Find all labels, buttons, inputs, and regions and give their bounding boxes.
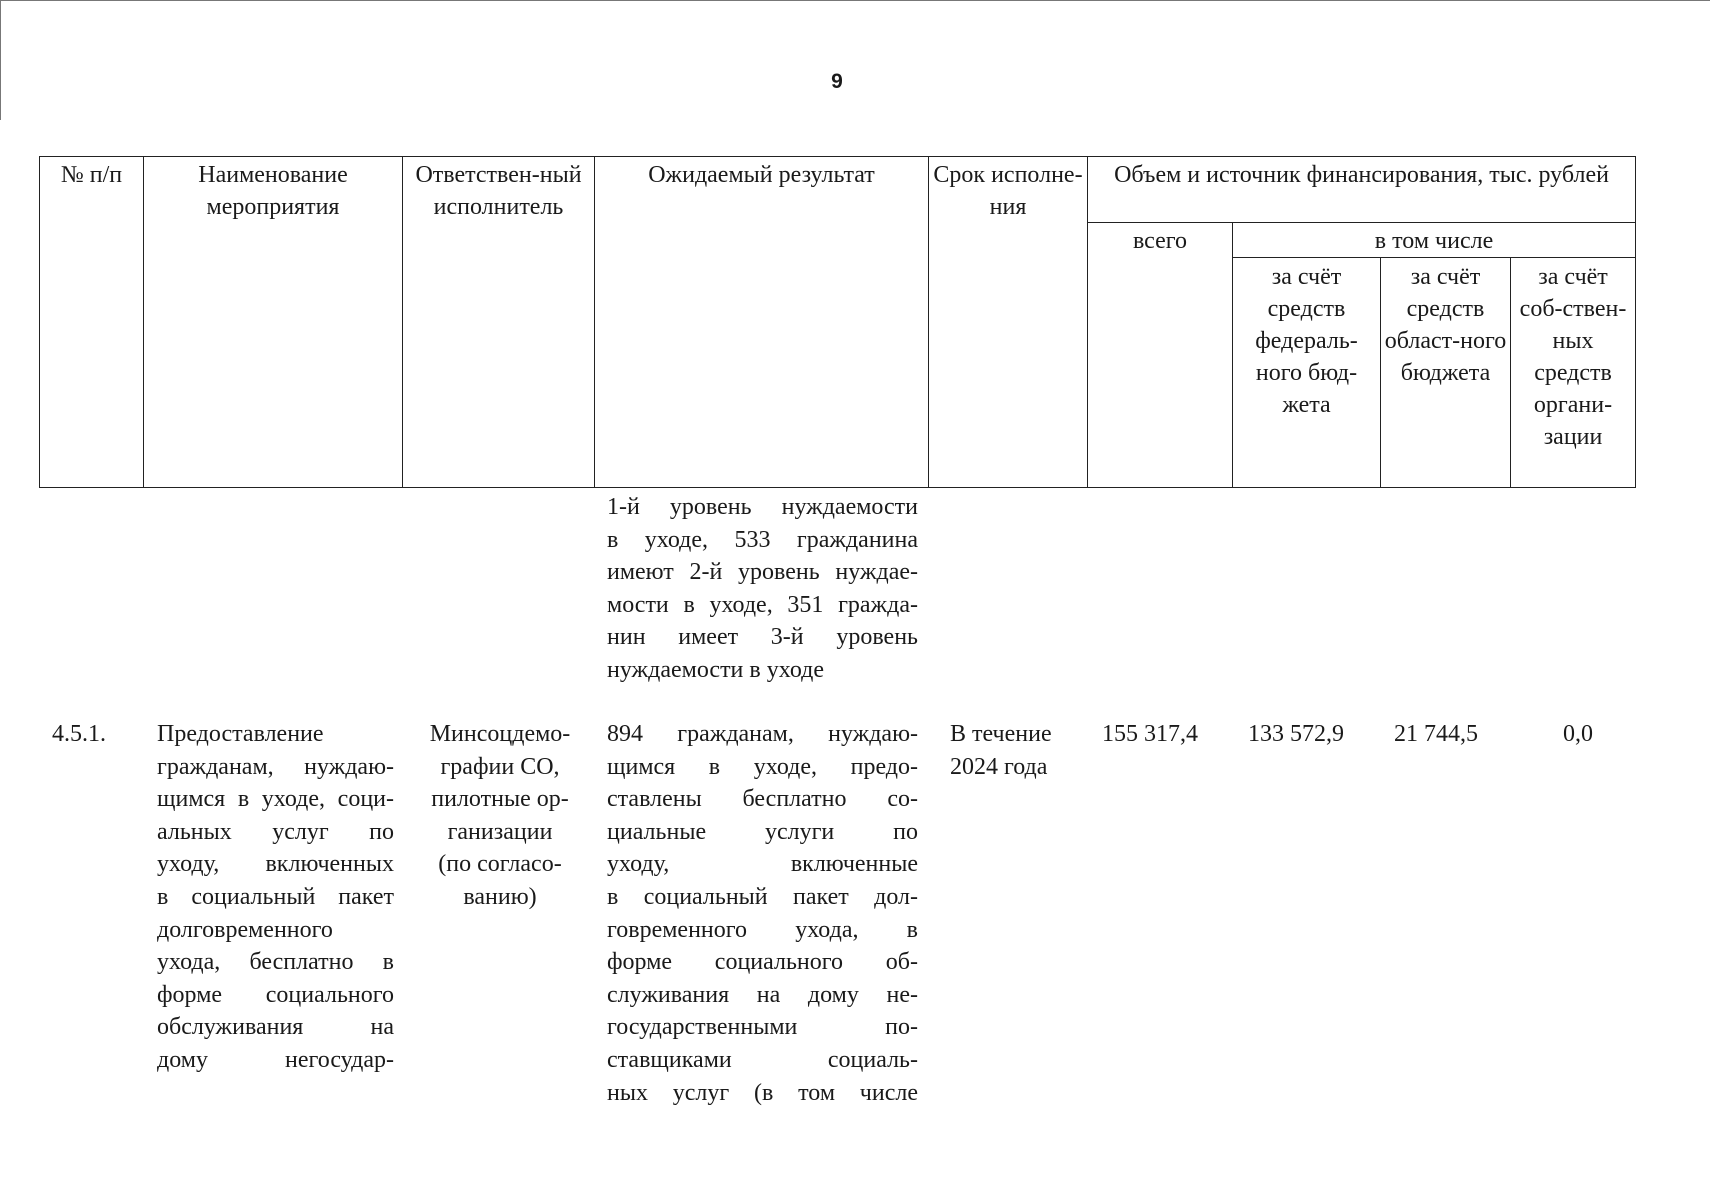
page-frame-left (0, 0, 1, 120)
header-result: Ожидаемый результат (595, 157, 929, 488)
header-deadline: Срок исполне-ния (929, 157, 1088, 488)
row-regional: 21 744,5 (1394, 721, 1478, 747)
row-responsible: Минсоцдемо- графии СО, пилотные ор- ганизации (по согласо- ванию) (429, 721, 571, 910)
header-own: за счёт соб-ствен-ных средств органи-зации (1511, 258, 1636, 488)
row-name: Предоставление гражданам, нуждаю- щимся в уходе, соци- альных услуг по уходу, включенных в социальный пакет долговременного ухода, бесплатно в форме социального обслуживания на дому негосудар- (157, 721, 394, 1073)
row-number: 4.5.1. (52, 721, 106, 747)
row-own: 0,0 (1563, 721, 1593, 747)
row-federal: 133 572,9 (1248, 721, 1344, 747)
header-name: Наименование мероприятия (144, 157, 403, 488)
table-header (39, 156, 1636, 488)
header-financing: Объем и источник финансирования, тыс. рублей (1088, 157, 1636, 223)
header-total: всего (1088, 223, 1233, 488)
row-result: 894 гражданам, нуждаю- щимся в уходе, предо- ставлены бесплатно со- циальные услуги по уходу, включенные в социальный пакет дол- говременного ухода, в форме социального об- служивания на дому не- государственными по- ставщиками социаль- ных услуг (в том числе (607, 721, 918, 1106)
page-frame-top (0, 0, 1710, 1)
header-regional: за счёт средств област-ного бюджета (1381, 258, 1511, 488)
row-deadline: В течение 2024 года (950, 721, 1052, 780)
page-number: 9 (831, 70, 843, 93)
header-federal: за счёт средств федераль-ного бюд-жета (1233, 258, 1381, 488)
header-including: в том числе (1233, 223, 1636, 258)
row-total: 155 317,4 (1102, 721, 1198, 747)
header-number: № п/п (40, 157, 144, 488)
header-responsible: Ответствен-ный исполнитель (403, 157, 595, 488)
continuation-result: 1-й уровень нуждаемости в уходе, 533 гражданина имеют 2-й уровень нуждае- мости в уходе, 351 гражда- нин имеет 3-й уровень нуждаемости в уходе (607, 494, 918, 683)
